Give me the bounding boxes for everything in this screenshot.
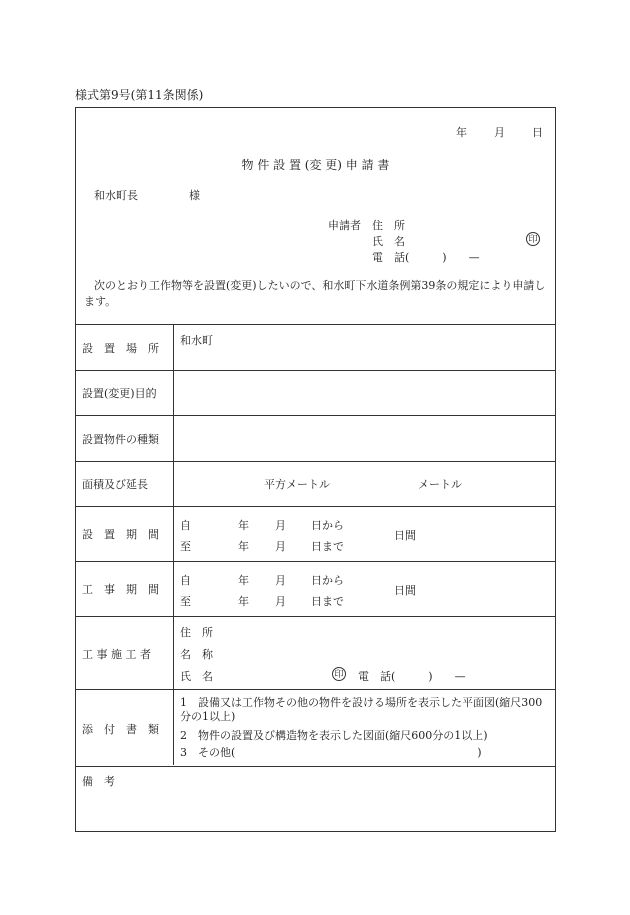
- install-to: 至: [180, 540, 191, 553]
- attachment-item-1: 1 設備又は工作物その他の物件を設ける場所を表示した平面図(縮尺300分の1以上): [180, 696, 543, 723]
- install-period-label: 設 置 期 間: [82, 528, 159, 541]
- install-from-year: 年: [238, 519, 249, 532]
- attachment-item-2: 2 物件の設置及び構造物を表示した図面(縮尺600分の1以上): [180, 729, 488, 742]
- construction-from-year: 年: [238, 574, 249, 587]
- area-sqm-unit: 平方メートル: [264, 478, 330, 491]
- install-to-month: 月: [275, 540, 286, 553]
- divider: [76, 370, 555, 371]
- honorific: 様: [189, 189, 200, 202]
- column-divider: [173, 324, 174, 765]
- divider: [76, 415, 555, 416]
- attachments-label: 添 付 書 類: [82, 723, 159, 736]
- attachment-item-3: 3 その他( ): [180, 746, 482, 759]
- construction-to-year: 年: [238, 595, 249, 608]
- applicant-seal-icon: [526, 232, 540, 246]
- construction-from: 自: [180, 574, 191, 587]
- divider: [76, 324, 555, 325]
- divider: [76, 561, 555, 562]
- date-day: 日: [532, 126, 543, 139]
- contractor-address-label: 住 所: [180, 626, 213, 639]
- purpose-label: 設置(変更)目的: [82, 387, 157, 400]
- form-number: 様式第9号(第11条関係): [75, 88, 204, 102]
- construction-from-day: 日から: [311, 574, 344, 587]
- contractor-phone-label: 電 話( ) —: [358, 670, 466, 683]
- applicant-phone-label: 電 話( ) —: [372, 251, 480, 264]
- location-value: 和水町: [180, 334, 213, 347]
- application-form: [75, 107, 556, 832]
- install-from-day: 日から: [311, 519, 344, 532]
- date-month: 月: [494, 126, 505, 139]
- install-to-day: 日まで: [311, 540, 344, 553]
- application-statement: 次のとおり工作物等を設置(変更)したいので、和水町下水道条例第39条の規定により申請します。: [84, 279, 546, 308]
- divider: [76, 689, 555, 690]
- area-label: 面積及び延長: [82, 478, 148, 491]
- divider: [76, 616, 555, 617]
- divider: [76, 461, 555, 462]
- contractor-seal-icon: [332, 667, 346, 681]
- construction-to-month: 月: [275, 595, 286, 608]
- addressee: 和水町長: [94, 189, 138, 202]
- divider: [76, 766, 555, 767]
- install-from-month: 月: [275, 519, 286, 532]
- construction-from-month: 月: [275, 574, 286, 587]
- install-from: 自: [180, 519, 191, 532]
- location-label: 設 置 場 所: [82, 342, 159, 355]
- contractor-name-label: 氏 名: [180, 670, 213, 683]
- install-days: 日間: [394, 529, 416, 542]
- area-m-unit: メートル: [418, 478, 462, 491]
- kind-label: 設置物件の種類: [82, 433, 159, 446]
- construction-to: 至: [180, 595, 191, 608]
- construction-period-label: 工 事 期 間: [82, 583, 159, 596]
- construction-to-day: 日まで: [311, 595, 344, 608]
- form-title: 物 件 設 置 (変 更) 申 請 書: [241, 158, 390, 172]
- date-year: 年: [456, 126, 467, 139]
- remarks-label: 備 考: [82, 775, 115, 788]
- seal-text: 印: [332, 667, 346, 681]
- applicant-address-label: 住 所: [372, 219, 405, 232]
- install-to-year: 年: [238, 540, 249, 553]
- construction-days: 日間: [394, 584, 416, 597]
- contractor-company-label: 名 称: [180, 648, 213, 661]
- seal-text: 印: [526, 232, 540, 246]
- divider: [76, 506, 555, 507]
- applicant-label: 申請者: [328, 219, 361, 232]
- contractor-label: 工 事 施 工 者: [82, 648, 151, 661]
- applicant-name-label: 氏 名: [372, 235, 405, 248]
